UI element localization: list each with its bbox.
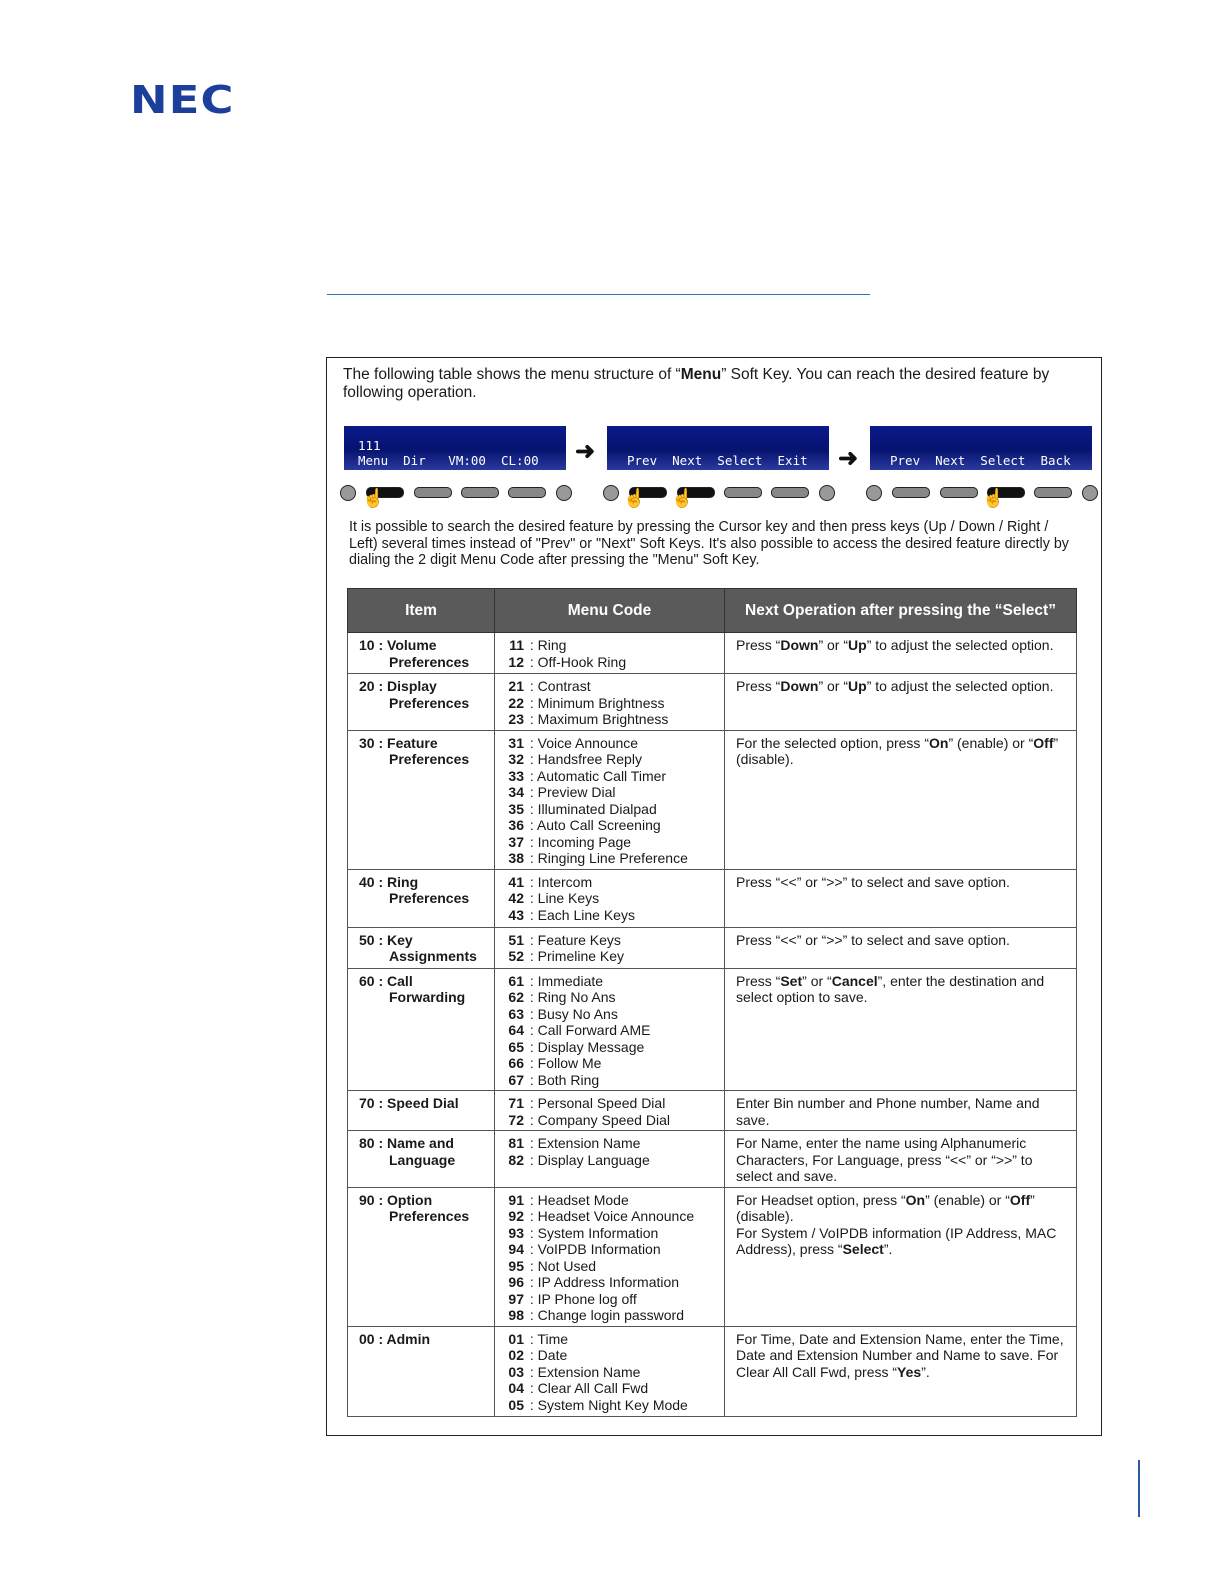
menu-code-entry: 91 : Headset Mode bbox=[506, 1192, 714, 1209]
menu-code-number: 81 bbox=[508, 1135, 524, 1151]
menu-code-number: 92 bbox=[508, 1208, 524, 1224]
menu-code-label: Display Message bbox=[537, 1038, 645, 1055]
item-label: Ring bbox=[387, 873, 419, 890]
menu-code-entry: 11 : Ring bbox=[506, 637, 714, 654]
next-operation-cell: Enter Bin number and Phone number, Name and save. bbox=[725, 1091, 1077, 1131]
menu-code-entry: 33 : Automatic Call Timer bbox=[506, 768, 714, 785]
menu-code-cell bbox=[495, 869, 725, 927]
menu-code-number: 93 bbox=[508, 1224, 524, 1241]
item-label: Feature bbox=[387, 734, 438, 751]
menu-code-label: Headset Voice Announce bbox=[537, 1208, 695, 1224]
menu-code-number: 32 bbox=[508, 751, 524, 767]
menu-code-cell bbox=[495, 968, 725, 1091]
item-number: 30 bbox=[359, 734, 375, 751]
pointing-finger-icon: ☝ bbox=[623, 488, 646, 508]
item-cell: 70 : Speed Dial bbox=[348, 1091, 495, 1131]
menu-code-label: Contrast bbox=[537, 678, 591, 694]
item-label: Speed Dial bbox=[387, 1095, 459, 1111]
table-row bbox=[348, 869, 1077, 927]
table-row bbox=[348, 1131, 1077, 1188]
menu-code-cell bbox=[495, 1091, 725, 1131]
column-header-item: Item bbox=[348, 589, 495, 633]
menu-code-number: 35 bbox=[508, 800, 524, 817]
menu-code-entry: 32 : Handsfree Reply bbox=[506, 751, 714, 768]
menu-code-cell bbox=[495, 1187, 725, 1326]
item-label-line-2: Preferences bbox=[389, 751, 470, 767]
menu-code-number: 72 bbox=[508, 1111, 524, 1128]
menu-code-label: Change login password bbox=[537, 1307, 684, 1323]
display-line-2: Prev Next Select Exit bbox=[627, 453, 808, 468]
item-number: 50 bbox=[359, 931, 375, 948]
item-label-line-2: Language bbox=[389, 1151, 456, 1168]
menu-code-entry: 61 : Immediate bbox=[506, 973, 714, 990]
item-label-line-2: Forwarding bbox=[389, 989, 466, 1005]
menu-code-number: 71 bbox=[508, 1095, 524, 1111]
cursor-key-icon bbox=[556, 485, 572, 501]
menu-code-entry: 23 : Maximum Brightness bbox=[506, 711, 714, 728]
menu-code-label: Both Ring bbox=[537, 1071, 600, 1088]
menu-code-cell bbox=[495, 1326, 725, 1416]
menu-code-entry: 65 : Display Message bbox=[506, 1039, 714, 1056]
item-number: 90 bbox=[359, 1191, 375, 1208]
menu-code-label: Headset Mode bbox=[537, 1191, 629, 1208]
menu-code-label: VoIPDB Information bbox=[537, 1241, 661, 1257]
next-operation-cell: Press “Set” or “Cancel”, enter the destination and select option to save. bbox=[725, 968, 1077, 1091]
column-header-next-operation: Next Operation after pressing the “Select” bbox=[725, 589, 1077, 633]
menu-code-entry: 96 : IP Address Information bbox=[506, 1274, 714, 1291]
next-operation-cell: Press “<<” or “>>” to select and save option. bbox=[725, 869, 1077, 927]
item-cell: 00 : Admin bbox=[348, 1326, 495, 1416]
instruction-text: It is possible to search the desired feature by pressing the Cursor key and then press keys (Up / Down / Right / Left) several times instead of "Prev" or "Next" Soft Keys. It's also possible to access the desired feature directly by dialing the 2 digit Menu Code after pressing the "Menu" Soft Key. bbox=[349, 519, 1069, 568]
menu-code-number: 34 bbox=[508, 784, 524, 800]
softkey-row-2 bbox=[603, 482, 839, 508]
item-cell: 50 : Key Assignments bbox=[348, 927, 495, 968]
menu-code-label: Automatic Call Timer bbox=[536, 767, 667, 784]
menu-code-entry: 35 : Illuminated Dialpad bbox=[506, 801, 714, 818]
menu-code-label: Clear All Call Fwd bbox=[537, 1380, 649, 1396]
menu-code-label: Extension Name bbox=[537, 1363, 641, 1380]
menu-code-entry: 12 : Off-Hook Ring bbox=[506, 654, 714, 671]
menu-code-label: Feature Keys bbox=[537, 931, 621, 948]
menu-code-number: 12 bbox=[508, 653, 524, 670]
menu-code-entry: 22 : Minimum Brightness bbox=[506, 695, 714, 712]
item-number: 70 bbox=[359, 1095, 375, 1111]
menu-code-label: Intercom bbox=[537, 873, 593, 890]
menu-code-entry: 67 : Both Ring bbox=[506, 1072, 714, 1089]
item-cell: 30 : Feature Preferences bbox=[348, 730, 495, 869]
menu-code-entry: 03 : Extension Name bbox=[506, 1364, 714, 1381]
menu-code-label: Primeline Key bbox=[537, 948, 625, 964]
menu-code-entry: 36 : Auto Call Screening bbox=[506, 817, 714, 834]
next-operation-cell: For the selected option, press “On” (enable) or “Off” (disable). bbox=[725, 730, 1077, 869]
menu-code-number: 63 bbox=[508, 1005, 524, 1022]
menu-code-number: 31 bbox=[508, 734, 524, 751]
menu-code-label: System Night Key Mode bbox=[537, 1396, 688, 1413]
next-operation-cell: For Headset option, press “On” (enable) or “Off” (disable). For System / VoIPDB information (IP Address, MAC Address), press “Select”. bbox=[725, 1187, 1077, 1326]
item-label: Volume bbox=[387, 637, 437, 653]
menu-code-cell bbox=[495, 633, 725, 674]
item-label-line-2: Assignments bbox=[389, 948, 477, 964]
menu-code-entry: 64 : Call Forward AME bbox=[506, 1022, 714, 1039]
menu-code-entry: 63 : Busy No Ans bbox=[506, 1006, 714, 1023]
nec-logo: NEC bbox=[130, 78, 235, 122]
softkey-row-3 bbox=[866, 482, 1102, 508]
menu-code-number: 04 bbox=[508, 1380, 524, 1396]
menu-code-label: Ringing Line Preference bbox=[537, 850, 688, 866]
menu-code-label: Immediate bbox=[537, 972, 604, 989]
menu-code-label: Handsfree Reply bbox=[537, 751, 642, 767]
menu-code-label: IP Address Information bbox=[537, 1274, 680, 1290]
menu-code-number: 01 bbox=[508, 1330, 524, 1347]
menu-code-number: 43 bbox=[508, 906, 524, 923]
softkey bbox=[414, 487, 452, 498]
menu-code-entry: 43 : Each Line Keys bbox=[506, 907, 714, 924]
intro-text: The following table shows the menu structure of “Menu” Soft Key. You can reach the desired feature by following operation. bbox=[343, 366, 1050, 401]
menu-code-entry: 21 : Contrast bbox=[506, 678, 714, 695]
menu-code-entry: 81 : Extension Name bbox=[506, 1135, 714, 1152]
menu-code-cell bbox=[495, 674, 725, 731]
menu-code-entry: 94 : VoIPDB Information bbox=[506, 1241, 714, 1258]
menu-code-number: 98 bbox=[508, 1307, 524, 1323]
table-header-row bbox=[348, 589, 1077, 633]
item-label: Call bbox=[387, 972, 413, 989]
menu-code-entry: 42 : Line Keys bbox=[506, 890, 714, 907]
display-line-2: Prev Next Select Back bbox=[890, 453, 1071, 468]
menu-code-label: Auto Call Screening bbox=[536, 817, 661, 833]
item-label: Option bbox=[387, 1191, 433, 1208]
next-operation-cell: For Name, enter the name using Alphanumeric Characters, For Language, press “<<” or “>>” to select and save. bbox=[725, 1131, 1077, 1188]
menu-code-number: 52 bbox=[508, 948, 524, 964]
item-cell: 20 : Display Preferences bbox=[348, 674, 495, 731]
menu-code-label: Illuminated Dialpad bbox=[537, 800, 657, 817]
menu-code-entry: 02 : Date bbox=[506, 1347, 714, 1364]
menu-code-cell bbox=[495, 1131, 725, 1188]
table-row bbox=[348, 674, 1077, 731]
menu-code-number: 33 bbox=[508, 767, 524, 784]
item-label: Name and bbox=[387, 1135, 454, 1151]
softkey bbox=[1034, 487, 1072, 498]
menu-code-label: Company Speed Dial bbox=[537, 1111, 670, 1128]
menu-code-number: 97 bbox=[508, 1290, 524, 1307]
menu-code-number: 37 bbox=[508, 833, 524, 850]
menu-code-number: 21 bbox=[508, 678, 524, 694]
item-label: Key bbox=[387, 931, 413, 948]
item-cell: 10 : Volume Preferences bbox=[348, 633, 495, 674]
display-line-1: 111 bbox=[358, 438, 381, 453]
menu-code-number: 62 bbox=[508, 989, 524, 1005]
menu-code-number: 02 bbox=[508, 1347, 524, 1363]
menu-code-label: Off-Hook Ring bbox=[537, 653, 627, 670]
table-row bbox=[348, 927, 1077, 968]
item-label: Display bbox=[387, 678, 437, 694]
menu-code-cell bbox=[495, 927, 725, 968]
menu-code-number: 22 bbox=[508, 694, 524, 711]
item-number: 40 bbox=[359, 873, 375, 890]
menu-code-number: 91 bbox=[508, 1191, 524, 1208]
menu-code-number: 51 bbox=[508, 931, 524, 948]
menu-code-label: Busy No Ans bbox=[537, 1005, 618, 1022]
arrow-right-icon: ➜ bbox=[575, 438, 596, 465]
pointing-finger-icon: ☝ bbox=[671, 488, 694, 508]
page-edge-bar bbox=[1138, 1460, 1140, 1517]
menu-code-number: 96 bbox=[508, 1274, 524, 1290]
menu-code-entry: 82 : Display Language bbox=[506, 1152, 714, 1169]
menu-code-entry: 66 : Follow Me bbox=[506, 1055, 714, 1072]
menu-code-number: 05 bbox=[508, 1396, 524, 1413]
menu-code-label: Extension Name bbox=[537, 1135, 641, 1151]
phone-display-idle bbox=[344, 426, 566, 470]
menu-code-entry: 95 : Not Used bbox=[506, 1258, 714, 1275]
phone-display-submenu bbox=[870, 426, 1092, 470]
item-number: 00 bbox=[359, 1330, 375, 1347]
menu-code-label: Each Line Keys bbox=[537, 906, 635, 923]
menu-code-entry: 04 : Clear All Call Fwd bbox=[506, 1380, 714, 1397]
menu-code-entry: 37 : Incoming Page bbox=[506, 834, 714, 851]
table-row bbox=[348, 730, 1077, 869]
cursor-key-icon bbox=[1082, 485, 1098, 501]
menu-code-entry: 31 : Voice Announce bbox=[506, 735, 714, 752]
menu-code-entry: 93 : System Information bbox=[506, 1225, 714, 1242]
softkey bbox=[724, 487, 762, 498]
menu-code-entry: 05 : System Night Key Mode bbox=[506, 1397, 714, 1414]
menu-code-number: 67 bbox=[508, 1071, 524, 1088]
item-cell: 60 : Call Forwarding bbox=[348, 968, 495, 1091]
table-row bbox=[348, 1326, 1077, 1416]
menu-code-label: Personal Speed Dial bbox=[537, 1095, 666, 1111]
menu-code-entry: 34 : Preview Dial bbox=[506, 784, 714, 801]
menu-code-entry: 97 : IP Phone log off bbox=[506, 1291, 714, 1308]
menu-code-number: 38 bbox=[508, 850, 524, 866]
table-row bbox=[348, 1187, 1077, 1326]
menu-code-label: Voice Announce bbox=[537, 734, 639, 751]
item-number: 80 bbox=[359, 1135, 375, 1151]
menu-code-entry: 51 : Feature Keys bbox=[506, 932, 714, 949]
menu-code-label: Preview Dial bbox=[537, 784, 616, 800]
menu-code-number: 94 bbox=[508, 1241, 524, 1257]
cursor-key-icon bbox=[819, 485, 835, 501]
softkey bbox=[461, 487, 499, 498]
table-row bbox=[348, 1091, 1077, 1131]
next-operation-cell: For Time, Date and Extension Name, enter the Time, Date and Extension Number and Name to save. For Clear All Call Fwd, press “Yes”. bbox=[725, 1326, 1077, 1416]
pointing-finger-icon: ☝ bbox=[362, 488, 385, 508]
menu-code-entry: 01 : Time bbox=[506, 1331, 714, 1348]
item-label-line-2: Preferences bbox=[389, 653, 470, 670]
item-cell: 90 : Option Preferences bbox=[348, 1187, 495, 1326]
item-number: 60 bbox=[359, 972, 375, 989]
softkey bbox=[508, 487, 546, 498]
menu-code-number: 82 bbox=[508, 1151, 524, 1168]
menu-code-entry: 52 : Primeline Key bbox=[506, 948, 714, 965]
table-row bbox=[348, 968, 1077, 1091]
item-number: 10 bbox=[359, 637, 375, 653]
menu-code-entry: 71 : Personal Speed Dial bbox=[506, 1095, 714, 1112]
softkey bbox=[771, 487, 809, 498]
item-cell: 40 : Ring Preferences bbox=[348, 869, 495, 927]
menu-code-entry: 41 : Intercom bbox=[506, 874, 714, 891]
menu-code-number: 41 bbox=[508, 873, 524, 890]
item-label-line-2: Preferences bbox=[389, 694, 470, 711]
menu-code-entry: 62 : Ring No Ans bbox=[506, 989, 714, 1006]
item-label: Admin bbox=[386, 1330, 431, 1347]
display-line-2: Menu Dir VM:00 CL:00 bbox=[358, 453, 539, 468]
menu-code-label: Time bbox=[537, 1330, 569, 1347]
menu-code-label: Ring No Ans bbox=[537, 989, 616, 1005]
menu-code-entry: 92 : Headset Voice Announce bbox=[506, 1208, 714, 1225]
menu-code-entry: 98 : Change login password bbox=[506, 1307, 714, 1324]
menu-code-label: IP Phone log off bbox=[537, 1290, 637, 1307]
cursor-key-icon bbox=[603, 485, 619, 501]
menu-code-label: Incoming Page bbox=[537, 833, 632, 850]
next-operation-cell: Press “<<” or “>>” to select and save option. bbox=[725, 927, 1077, 968]
heading-rule bbox=[327, 294, 870, 295]
cursor-key-icon bbox=[866, 485, 882, 501]
item-label-line-2: Preferences bbox=[389, 1208, 470, 1224]
next-operation-cell: Press “Down” or “Up” to adjust the selected option. bbox=[725, 674, 1077, 731]
softkey bbox=[940, 487, 978, 498]
next-operation-cell: Press “Down” or “Up” to adjust the selected option. bbox=[725, 633, 1077, 674]
menu-code-cell bbox=[495, 730, 725, 869]
menu-code-number: 42 bbox=[508, 890, 524, 906]
menu-code-label: Display Language bbox=[537, 1151, 650, 1168]
cursor-key-icon bbox=[340, 485, 356, 501]
menu-code-label: Ring bbox=[537, 637, 567, 653]
menu-code-label: System Information bbox=[537, 1224, 659, 1241]
softkey bbox=[892, 487, 930, 498]
column-header-menu-code: Menu Code bbox=[495, 589, 725, 633]
menu-code-label: Date bbox=[537, 1347, 568, 1363]
menu-code-number: 23 bbox=[508, 711, 524, 727]
menu-code-label: Minimum Brightness bbox=[537, 694, 665, 711]
table-row bbox=[348, 633, 1077, 674]
menu-code-label: Call Forward AME bbox=[537, 1022, 651, 1038]
menu-code-entry: 38 : Ringing Line Preference bbox=[506, 850, 714, 867]
menu-code-number: 11 bbox=[509, 637, 524, 653]
arrow-right-icon: ➜ bbox=[838, 445, 859, 472]
item-cell: 80 : Name and Language bbox=[348, 1131, 495, 1188]
softkey-row-1 bbox=[340, 482, 576, 508]
menu-code-number: 64 bbox=[508, 1022, 524, 1038]
menu-code-number: 03 bbox=[508, 1363, 524, 1380]
menu-code-number: 65 bbox=[508, 1038, 524, 1055]
menu-code-label: Not Used bbox=[537, 1257, 597, 1274]
item-label-line-2: Preferences bbox=[389, 890, 470, 906]
menu-code-number: 66 bbox=[508, 1055, 524, 1071]
menu-code-label: Maximum Brightness bbox=[537, 711, 669, 727]
menu-code-number: 95 bbox=[508, 1257, 524, 1274]
menu-code-label: Line Keys bbox=[537, 890, 600, 906]
menu-structure-table bbox=[347, 588, 1077, 1417]
menu-code-number: 61 bbox=[508, 972, 524, 989]
item-number: 20 bbox=[359, 678, 375, 694]
menu-code-entry: 72 : Company Speed Dial bbox=[506, 1112, 714, 1129]
menu-code-label: Follow Me bbox=[537, 1055, 602, 1071]
menu-code-number: 36 bbox=[508, 817, 524, 833]
pointing-finger-icon: ☝ bbox=[982, 488, 1005, 508]
phone-display-menu bbox=[607, 426, 829, 470]
